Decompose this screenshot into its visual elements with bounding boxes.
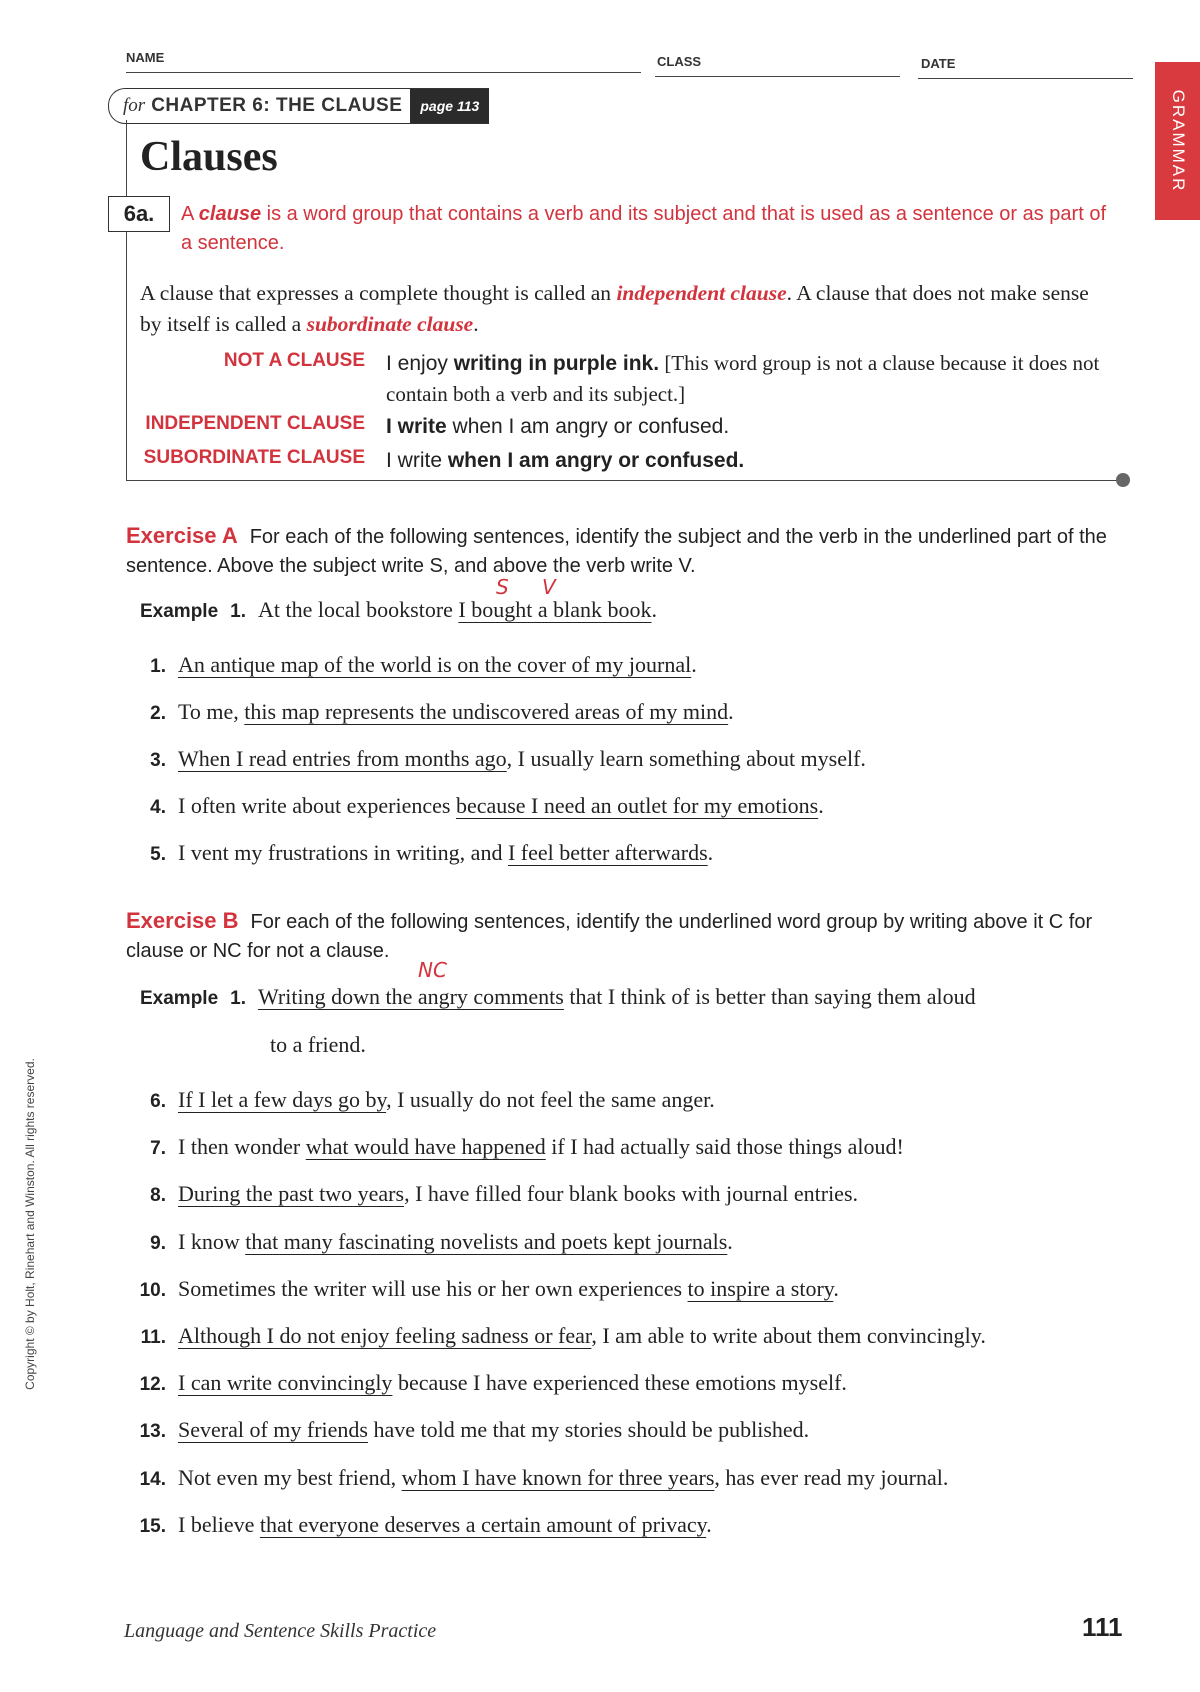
underlined-word-group: An antique map of the world is on the cover of my journal	[178, 652, 692, 677]
exercise-b-instructions: Exercise B For each of the following sentences, identify the underlined word group by writing above it C for clause or NC for not a clause.	[126, 908, 1093, 962]
rule-number: 6a.	[108, 196, 170, 232]
item-number: 3.	[150, 750, 166, 771]
example-text: I write when I am angry or confused.	[386, 449, 745, 472]
item-number: 13.	[139, 1421, 166, 1443]
exercise-a-label: Exercise A	[126, 523, 238, 548]
chapter-page: page 113	[410, 89, 489, 123]
page-title: Clauses	[140, 134, 278, 180]
exercise-item: 6. If I let a few days go by, I usually do not feel the same anger.	[126, 1087, 1136, 1113]
date-label: DATE	[921, 56, 956, 71]
underlined-word-group: that many fascinating novelists and poets kept journals	[245, 1228, 728, 1254]
underlined-word-group: because I need an outlet for my emotions	[455, 793, 819, 818]
exercise-a-instructions: Exercise A For each of the following sentences, identify the subject and the verb in the underlined part of the sentence. Above the subject write S, and above the verb write V.	[126, 523, 1107, 577]
rule-box-left-border	[126, 120, 127, 480]
underlined-word-group: that everyone deserves a certain amount of privacy	[259, 1511, 707, 1537]
underlined-word-group: If I let a few days go by	[178, 1087, 387, 1112]
item-number: 1.	[150, 656, 166, 677]
date-line	[918, 78, 1133, 79]
class-line	[655, 76, 900, 77]
item-number: 8.	[150, 1185, 166, 1207]
underlined-word-group: I feel better afterwards	[507, 840, 708, 865]
chapter-title: CHAPTER 6: THE CLAUSE	[151, 95, 403, 116]
underlined-word-group: When I read entries from months ago	[178, 746, 507, 771]
rule-end-dot	[1116, 473, 1130, 487]
footer-page-number: 111	[1082, 1612, 1123, 1642]
item-number: 4.	[150, 797, 166, 818]
item-number: 10.	[139, 1279, 166, 1301]
name-line	[126, 72, 641, 73]
underlined-word-group: to inspire a story	[687, 1275, 834, 1301]
term-independent-clause: independent clause	[616, 281, 787, 305]
underlined-word-group: Although I do not enjoy feeling sadness or fear	[178, 1323, 592, 1348]
example-text: I enjoy writing in purple ink. [This word group is not a clause because it does not contain both a verb and its subject.]	[386, 351, 1100, 406]
handwritten-v: V	[542, 575, 556, 599]
item-number: 6.	[150, 1091, 166, 1112]
footer-book-title: Language and Sentence Skills Practice	[124, 1620, 437, 1642]
rule-box-bottom-border	[126, 480, 1122, 481]
item-number: 9.	[150, 1232, 166, 1254]
item-number: 15.	[139, 1515, 166, 1537]
example-label: INDEPENDENT CLAUSE	[145, 413, 365, 434]
name-label: NAME	[126, 50, 165, 65]
exercise-item: 10. Sometimes the writer will use his or her own experiences to inspire a story.	[126, 1276, 1136, 1302]
term-subordinate-clause: subordinate clause	[306, 312, 474, 336]
example-label: NOT A CLAUSE	[223, 350, 365, 371]
exercise-item: 11. Although I do not enjoy feeling sadness or fear, I am able to write about them convincingly.	[126, 1323, 1136, 1349]
copyright-notice: Copyright © by Holt, Rinehart and Winston. All rights reserved.	[23, 1058, 37, 1390]
chapter-tag	[108, 88, 489, 124]
exercise-item: 13. Several of my friends have told me that my stories should be published.	[126, 1417, 1136, 1443]
exercise-item: 14. Not even my best friend, whom I have known for three years, has ever read my journal.	[126, 1465, 1136, 1491]
underlined-word-group: Several of my friends	[178, 1417, 368, 1443]
grammar-side-tab	[1155, 62, 1200, 220]
exercise-item: 12. I can write convincingly because I have experienced these emotions myself.	[126, 1370, 1136, 1396]
exercise-item: 3. When I read entries from months ago, I usually learn something about myself.	[126, 746, 1136, 772]
underlined-word-group: this map represents the undiscovered areas of my mind	[244, 699, 729, 724]
exercise-item: 7. I then wonder what would have happened if I had actually said those things aloud!	[126, 1134, 1136, 1160]
exercise-item: 15. I believe that everyone deserves a certain amount of privacy.	[126, 1512, 1136, 1538]
item-number: 7.	[150, 1138, 166, 1160]
example-text: I write when I am angry or confused.	[386, 415, 730, 438]
underlined-word-group: During the past two years	[178, 1181, 405, 1207]
handwritten-s: S	[496, 575, 509, 599]
exercise-b-example: Example 1. Writing down the angry comments that I think of is better than saying them aloud	[140, 984, 976, 1009]
clause-explanation: A clause that expresses a complete thought is called an independent clause. A clause that does not make sense by itself is called a subordinate clause.	[140, 281, 1089, 336]
underlined-word-group: I can write convincingly	[178, 1370, 393, 1396]
underlined-word-group: whom I have known for three years	[401, 1464, 715, 1490]
exercise-b-example-continued: to a friend.	[270, 1032, 366, 1057]
exercise-b-label: Exercise B	[126, 908, 239, 933]
item-number: 14.	[139, 1468, 166, 1490]
exercise-item: 2. To me, this map represents the undiscovered areas of my mind.	[126, 699, 1136, 725]
grammar-side-tab-label: GRAMMAR	[1168, 89, 1188, 193]
item-number: 2.	[150, 703, 166, 724]
exercise-item: 8. During the past two years, I have filled four blank books with journal entries.	[126, 1181, 1136, 1207]
exercise-item: 4. I often write about experiences because I need an outlet for my emotions.	[126, 793, 1136, 819]
example-label: SUBORDINATE CLAUSE	[143, 447, 365, 468]
rule-term: clause	[198, 203, 262, 225]
exercise-item: 5. I vent my frustrations in writing, and I feel better afterwards.	[126, 840, 1136, 866]
handwritten-nc: NC	[418, 958, 447, 982]
item-number: 5.	[150, 844, 166, 865]
item-number: 12.	[139, 1374, 166, 1396]
class-label: CLASS	[657, 54, 702, 69]
exercise-item: 1. An antique map of the world is on the cover of my journal.	[126, 652, 1136, 678]
rule-definition: A clause is a word group that contains a verb and its subject and that is used as a sentence or as part of a sentence.	[181, 203, 1107, 254]
exercise-item: 9. I know that many fascinating novelists and poets kept journals.	[126, 1229, 1136, 1255]
exercise-a-example: Example 1. At the local bookstore I bought a blank book.	[140, 597, 658, 622]
underlined-word-group: what would have happened	[305, 1134, 546, 1160]
item-number: 11.	[140, 1327, 166, 1348]
chapter-prefix: for	[123, 95, 146, 116]
